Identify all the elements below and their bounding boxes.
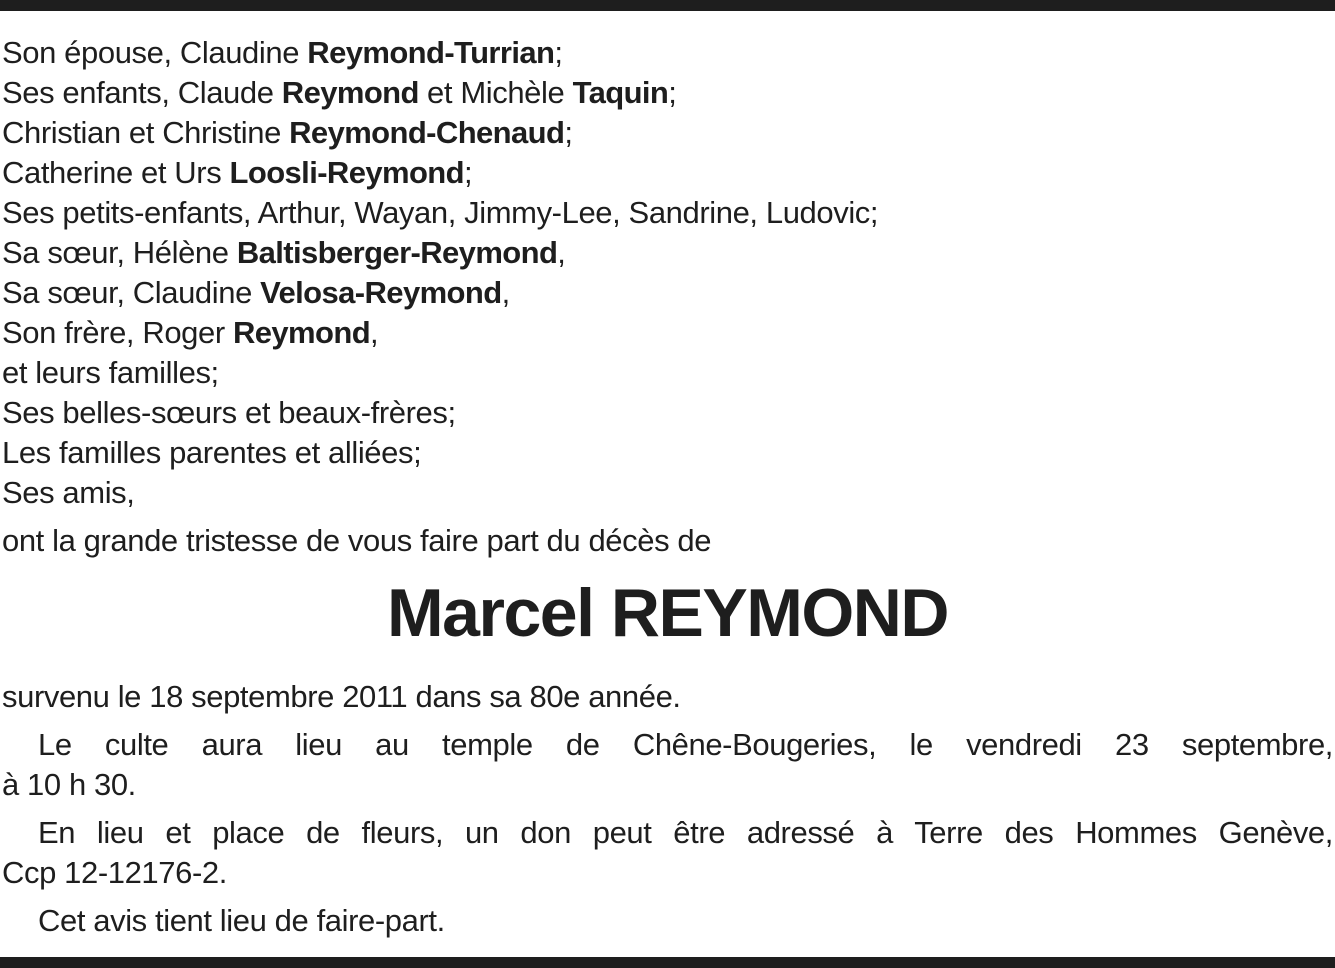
family-line: Sa sœur, Hélène Baltisberger-Reymond, bbox=[2, 235, 566, 270]
announcement-text: ont la grande tristesse de vous faire part du décès de bbox=[2, 523, 712, 558]
deceased-name: Marcel REYMOND bbox=[387, 575, 948, 651]
passing-text: survenu le 18 septembre 2011 dans sa 80e année. bbox=[2, 679, 681, 714]
closing-text: Cet avis tient lieu de faire-part. bbox=[38, 903, 445, 938]
family-line: Son épouse, Claudine Reymond-Turrian; bbox=[2, 35, 563, 70]
donation-line-2: Ccp 12-12176-2. bbox=[2, 855, 227, 890]
donation-line-1: En lieu et place de fleurs, un don peut être adressé à Terre des Hommes Genève, bbox=[38, 815, 1333, 850]
family-line: Catherine et Urs Loosli-Reymond; bbox=[2, 155, 473, 190]
bottom-rule bbox=[0, 957, 1335, 968]
service-line-2: à 10 h 30. bbox=[2, 767, 136, 802]
family-line: Ses belles-sœurs et beaux-frères; bbox=[2, 395, 456, 430]
family-line: Sa sœur, Claudine Velosa-Reymond, bbox=[2, 275, 510, 310]
service-line-1: Le culte aura lieu au temple de Chêne-Bougeries, le vendredi 23 septembre, bbox=[38, 727, 1333, 762]
family-line: Son frère, Roger Reymond, bbox=[2, 315, 379, 350]
family-line: Les familles parentes et alliées; bbox=[2, 435, 422, 470]
family-line: Christian et Christine Reymond-Chenaud; bbox=[2, 115, 573, 150]
top-rule bbox=[0, 0, 1335, 11]
service-paragraph bbox=[2, 725, 1333, 805]
donation-paragraph bbox=[2, 813, 1333, 893]
family-line: Ses enfants, Claude Reymond et Michèle Taquin; bbox=[2, 75, 677, 110]
family-line: Ses amis, bbox=[2, 475, 135, 510]
family-line: Ses petits-enfants, Arthur, Wayan, Jimmy-Lee, Sandrine, Ludovic; bbox=[2, 195, 879, 230]
family-line: et leurs familles; bbox=[2, 355, 219, 390]
